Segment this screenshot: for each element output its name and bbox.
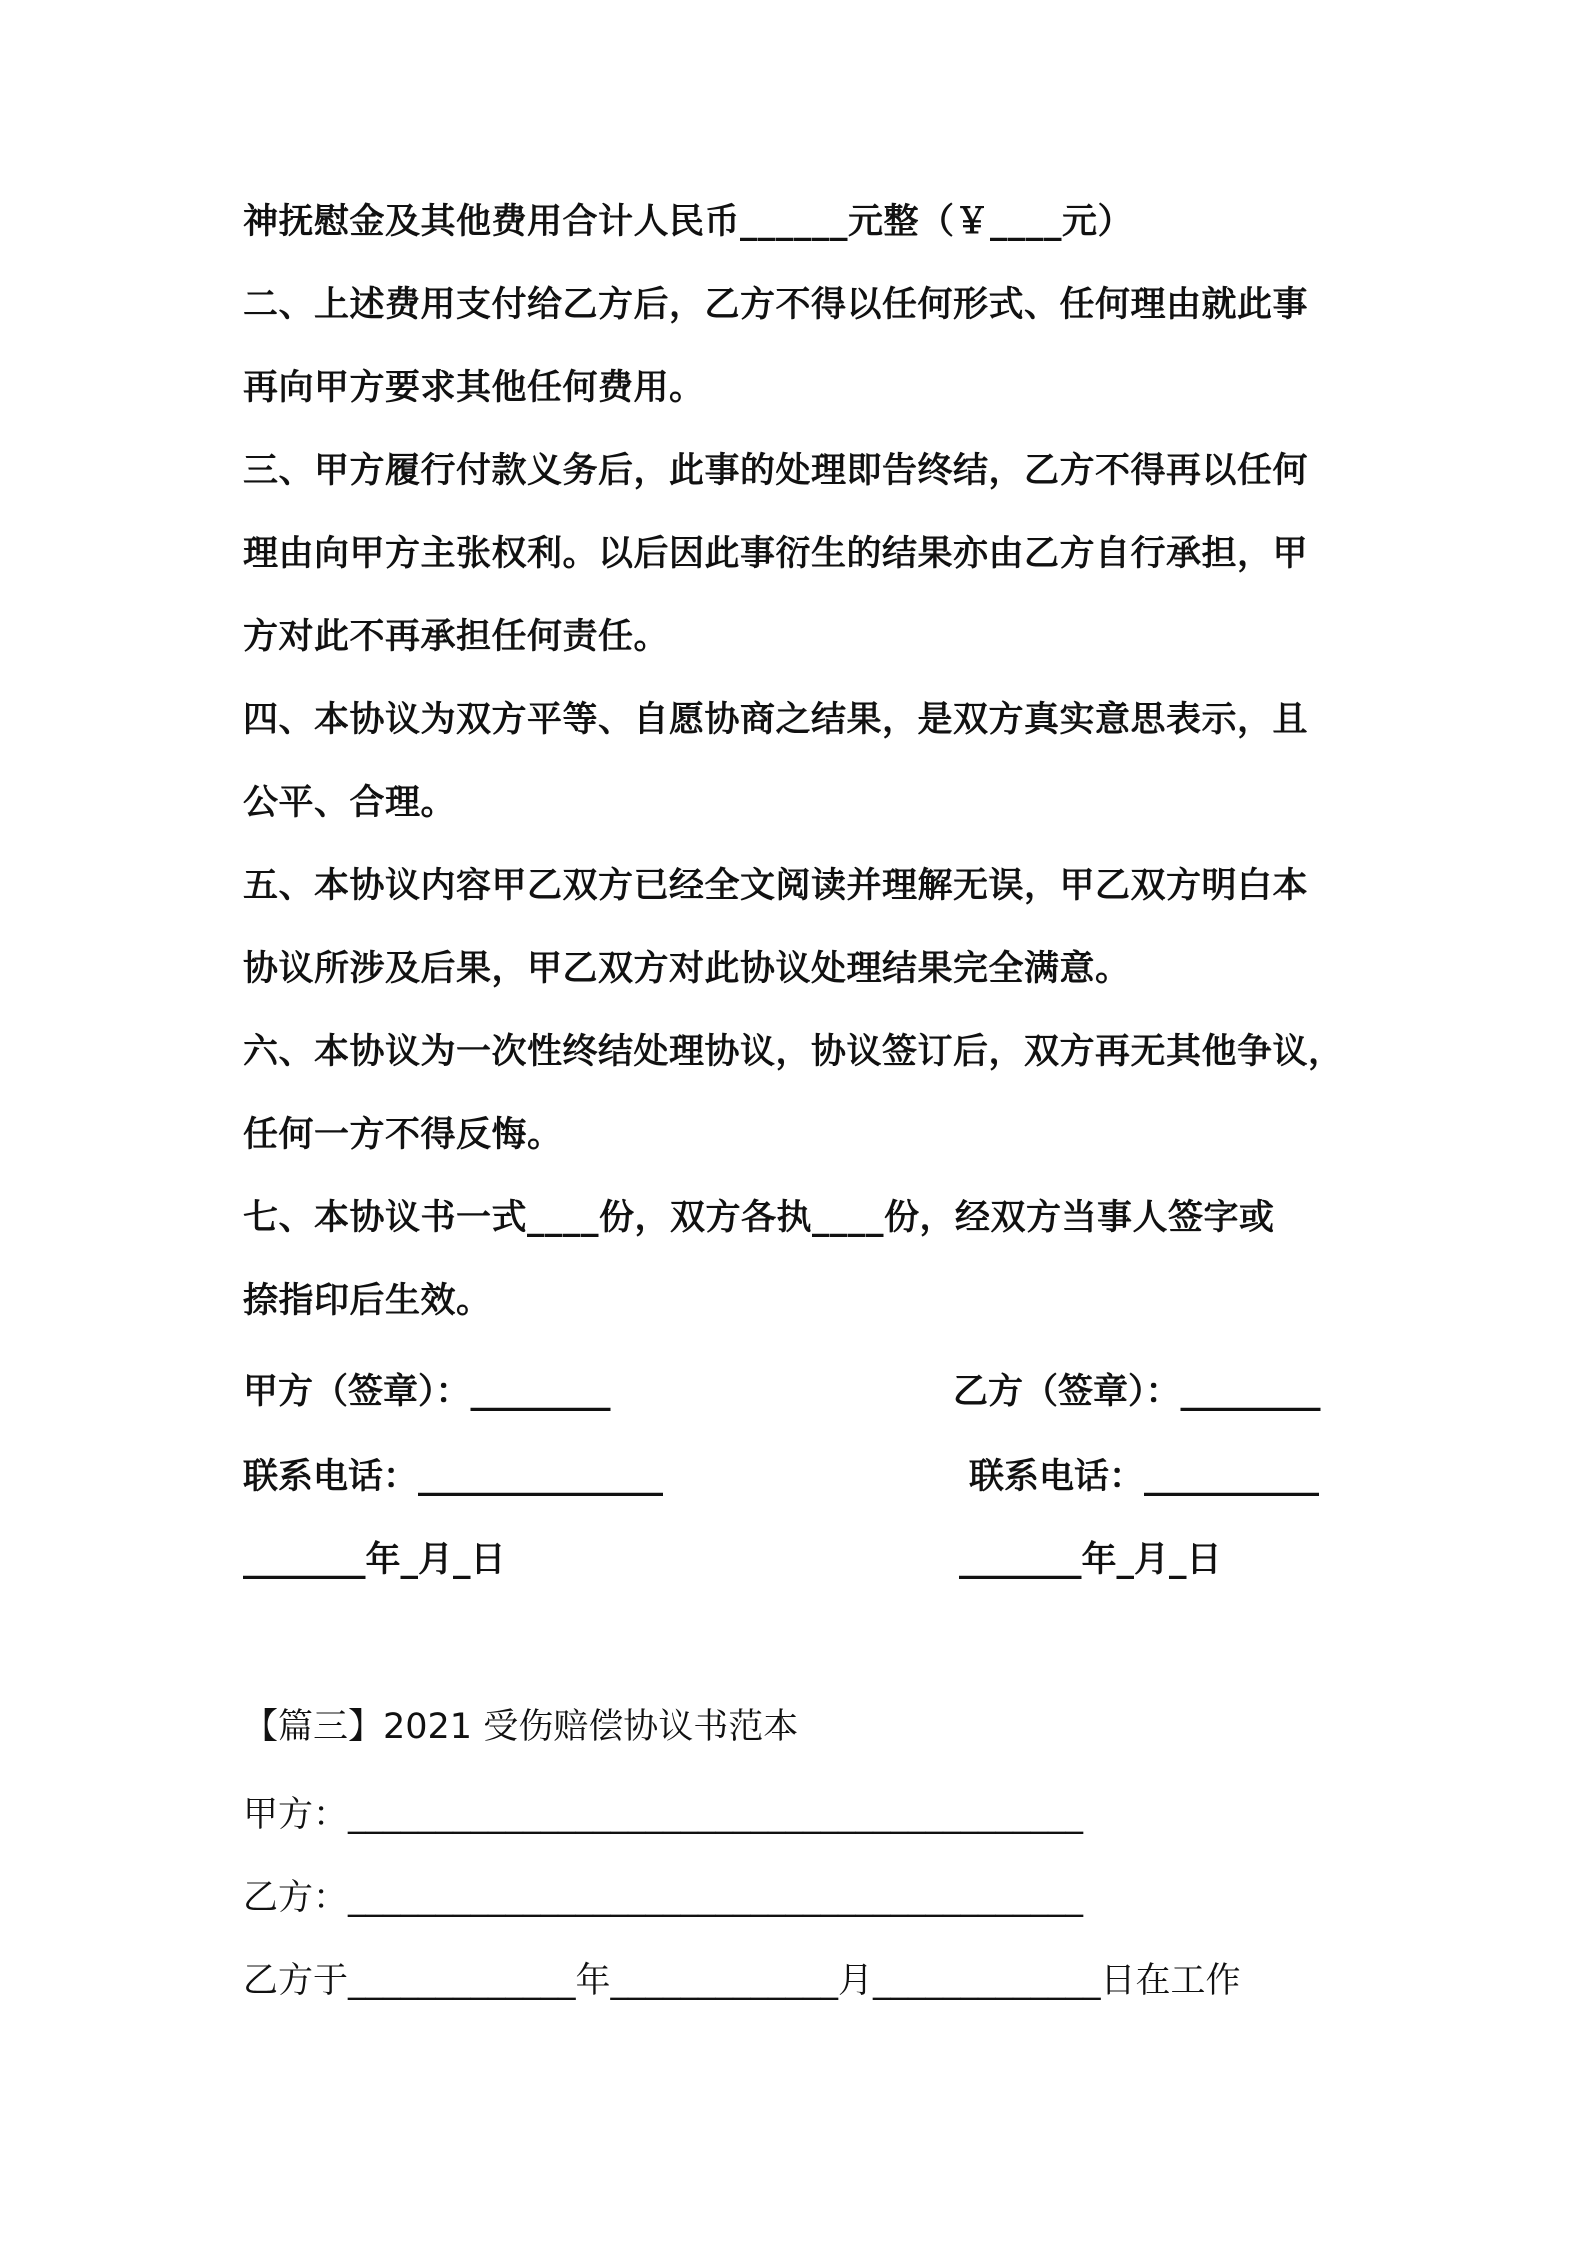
party-b-signature: 乙方（签章）：________: [953, 1372, 1321, 1412]
paragraph-line: 再向甲方要求其他任何费用。: [243, 368, 705, 408]
paragraph-line: 任何一方不得反悔。: [243, 1115, 563, 1155]
paragraph-line: 神抚慰金及其他费用合计人民币______元整（￥____元）: [243, 202, 1134, 242]
paragraph-line: 五、本协议内容甲乙双方已经全文阅读并理解无误，甲乙双方明白本: [243, 866, 1309, 906]
party-a-phone: 联系电话：______________: [243, 1457, 664, 1497]
paragraph-line: 方对此不再承担任何责任。: [243, 617, 670, 657]
section-title: 【篇三】2021 受伤赔偿协议书范本: [243, 1707, 799, 1747]
paragraph-line: 协议所涉及后果，甲乙双方对此协议处理结果完全满意。: [243, 949, 1131, 989]
paragraph-line: 公平、合理。: [243, 783, 457, 823]
paragraph-line: 理由向甲方主张权利。以后因此事衍生的结果亦由乙方自行承担，甲: [243, 534, 1309, 574]
date-field-line: 乙方于_____________年_____________月_____________日在工作: [243, 1961, 1241, 2001]
paragraph-line: 四、本协议为双方平等、自愿协商之结果，是双方真实意思表示，且: [243, 700, 1309, 740]
party-a-field: 甲方：__________________________________________: [243, 1795, 1084, 1835]
party-a-date: _______年_月_日: [243, 1540, 506, 1580]
party-b-date: _______年_月_日: [959, 1540, 1222, 1580]
paragraph-line: 捺指印后生效。: [243, 1281, 492, 1321]
party-b-phone: 联系电话：__________: [969, 1457, 1320, 1497]
party-a-signature: 甲方（签章）：________: [243, 1372, 611, 1412]
paragraph-line: 六、本协议为一次性终结处理协议，协议签订后，双方再无其他争议，: [243, 1032, 1344, 1072]
party-b-field: 乙方：__________________________________________: [243, 1878, 1084, 1918]
paragraph-line: 七、本协议书一式____份，双方各执____份，经双方当事人签字或: [243, 1198, 1275, 1238]
paragraph-line: 二、上述费用支付给乙方后，乙方不得以任何形式、任何理由就此事: [243, 285, 1309, 325]
paragraph-line: 三、甲方履行付款义务后，此事的处理即告终结，乙方不得再以任何: [243, 451, 1309, 491]
